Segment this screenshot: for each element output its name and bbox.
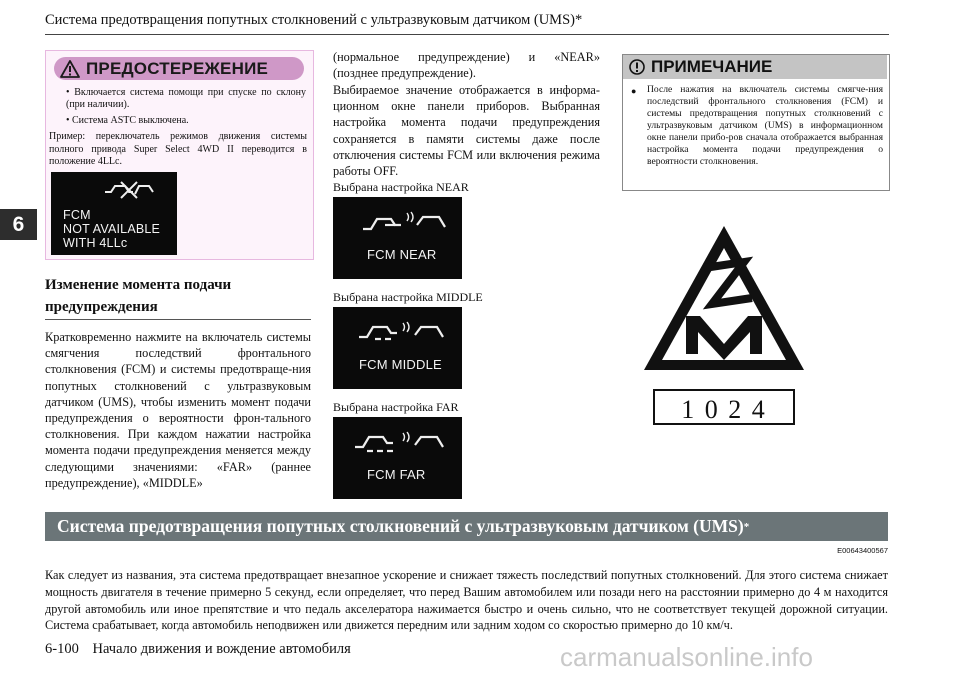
section-divider <box>45 319 311 320</box>
page-header-title: Система предотвращения попутных столкновений с ультразвуковым датчиком (UMS)* <box>45 12 583 28</box>
warning-bullet-1: • Включается система помощи при спуске по склону (при наличии). <box>66 87 306 110</box>
sm-certification-logo <box>640 222 808 430</box>
display-caption-middle: Выбрана настройка MIDDLE <box>333 290 483 304</box>
logo-number: 1 0 2 4 <box>681 395 767 424</box>
header-divider <box>45 34 889 35</box>
note-box <box>622 54 890 191</box>
document-code: E00643400567 <box>837 546 888 555</box>
note-info-icon <box>629 59 645 75</box>
fcm-middle-display <box>333 307 462 389</box>
display-label-near: FCM NEAR <box>367 247 437 262</box>
display-label-middle: FCM MIDDLE <box>359 357 442 372</box>
vehicle-distance-icon <box>357 319 447 345</box>
display-line-3: WITH 4LLc <box>63 236 128 250</box>
intro-paragraph: Как следует из названия, эта система предотвращает внезапное ускорение и снижает тяжесть последствий попутных столкновений. Для этого система снижает мощность двигателя в течение примерно 5 секунд, если определяет, что перед Вашим автомобилем или позади него на расстоянии примерно до 4 м находится другой автомобиль или иное препятствие и что педаль акселератора нажимается быстро и очень сильно, что не соответствует текущей дорожной ситуации. Система срабатывает, когда автомобиль неподвижен или движется передним или задним ходом со скоростью примерно до 10 км/ч. <box>45 568 888 633</box>
warning-bullet-2: • Система ASTC выключена. <box>66 115 189 126</box>
section-paragraph-1: Кратковременно нажмите на включатель системы смягчения последствий фронтального столкновения (FCM) и системы предотвраще-ния попутных столкновений с ультразвуковым датчиком (UMS), чтобы изменить момент подачи предупреждения о вероятности фрон-тального столкновения. При каждом нажатии настройка момента подачи предупреждения меняется между следующими значениями: «FAR» (раннее предупреждение), «MIDDLE» <box>45 330 311 490</box>
fcm-near-display <box>333 197 462 279</box>
warning-triangle-icon <box>60 60 80 78</box>
vehicle-distance-icon <box>361 209 447 235</box>
page-footer <box>45 641 351 658</box>
display-caption-far: Выбрана настройка FAR <box>333 400 459 414</box>
watermark: carmanualsonline.info <box>560 642 813 672</box>
display-line-2: NOT AVAILABLE <box>63 222 161 236</box>
note-text: После нажатия на включатель системы смягче-ния последствий фронтального столкновения (FCM) и системы предотвращения попутных столкновений с ультразвуковым датчиком (UMS) в информационном окне панели прибо-ров сначала отображается выбранная настройка момента подачи предупреждения о вероятности столкновения. <box>647 84 883 167</box>
section-banner <box>45 512 888 541</box>
note-bullet-icon: ● <box>631 86 637 96</box>
display-label-far: FCM FAR <box>367 467 426 482</box>
display-line-1: FCM <box>63 208 91 222</box>
warning-box <box>45 50 314 260</box>
fcm-far-display <box>333 417 462 499</box>
section-paragraph-2: (нормальное предупреждение) и «NEAR» (позднее предупреждение). <box>333 50 600 81</box>
car-collision-icon <box>103 178 155 200</box>
note-heading-bar <box>623 55 887 79</box>
page-number: 6-100 <box>45 641 79 657</box>
banner-asterisk: * <box>743 520 750 533</box>
warning-heading: ПРЕДОСТЕРЕЖЕНИЕ <box>86 58 269 78</box>
section-title: Изменение момента подачи предупреждения <box>45 277 232 315</box>
banner-title: Система предотвращения попутных столкновений с ультразвуковым датчиком (UMS) <box>57 516 744 536</box>
display-caption-near: Выбрана настройка NEAR <box>333 180 469 194</box>
vehicle-distance-icon <box>353 429 447 455</box>
footer-section: Начало движения и вождение автомобиля <box>92 641 351 657</box>
warning-heading-bar <box>54 57 304 80</box>
note-heading: ПРИМЕЧАНИЕ <box>651 57 773 76</box>
chapter-tab: 6 <box>0 209 37 240</box>
warning-example: Пример: переключатель режимов движения системы полного привода Super Select 4WD II переводится в положение 4LLc. <box>49 131 307 167</box>
fcm-not-available-display <box>51 172 177 255</box>
section-paragraph-3: Выбираемое значение отображается в информа-ционном окне панели приборов. Выбранная настройка момента подачи предупреждения сохраняется в памяти системы даже после отключения системы FCM или включения режима работы OFF. <box>333 83 600 179</box>
